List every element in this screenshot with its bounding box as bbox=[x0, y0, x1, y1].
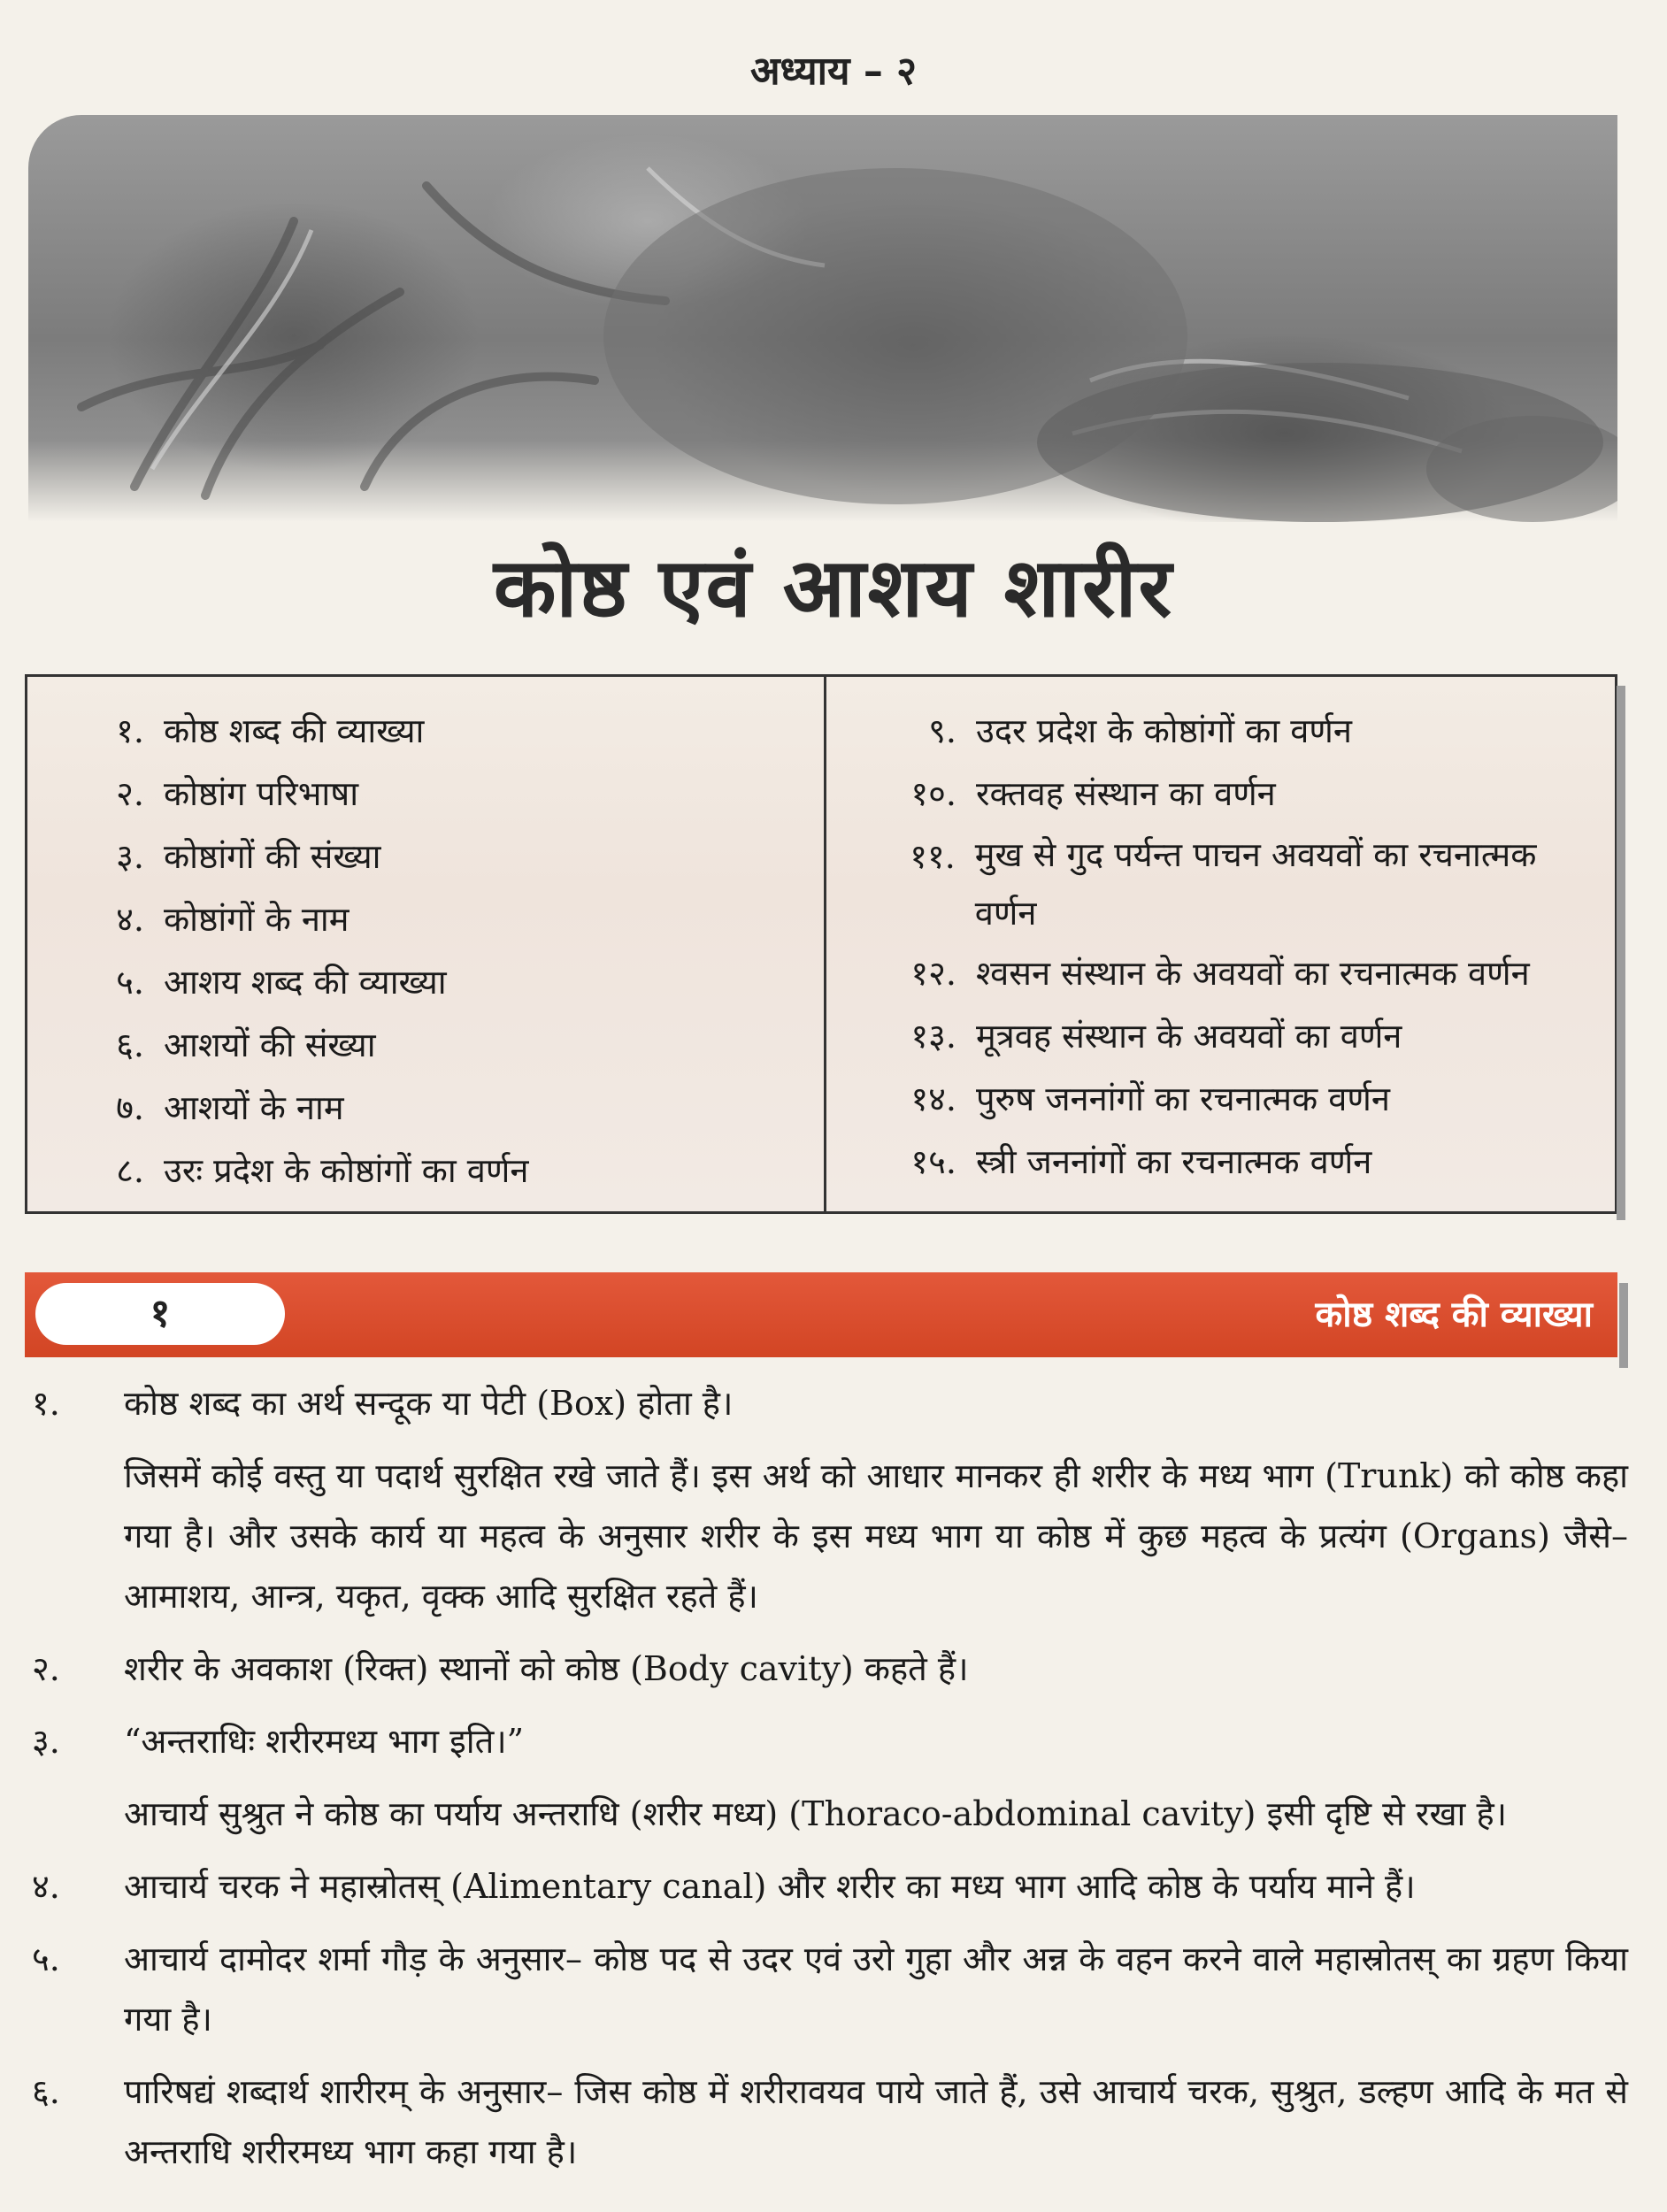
list-item-number: ४. bbox=[32, 1867, 60, 1906]
toc-item: १३. मूत्रवह संस्थान के अवयवों का वर्णन bbox=[910, 1017, 1402, 1056]
toc-item: ७. आशयों के नाम bbox=[116, 1088, 344, 1127]
banner-organs-illustration bbox=[28, 115, 1617, 522]
paragraph: पारिषद्यं शब्दार्थ शारीरम् के अनुसार– जिस कोष्ठ में शरीरावयव पाये जाते हैं, उसे आचार्य चरक, सुश्रुत, डल्हण आदि के मत से अन्तराधि शरीरमध्य भाग कहा गया है। bbox=[124, 2072, 1628, 2171]
paragraph: आचार्य सुश्रुत ने कोष्ठ का पर्याय अन्तराधि (शरीर मध्य) (Thoraco-abdominal cavity) इसी दृष्टि से रखा है। bbox=[124, 1794, 1508, 1833]
body-text bbox=[27, 1373, 1628, 2194]
list-item-text bbox=[124, 1639, 1628, 1711]
list-item bbox=[27, 2062, 1628, 2194]
chapter-banner-image bbox=[28, 115, 1617, 522]
list-item bbox=[27, 1929, 1628, 2062]
toc-item: ३. कोष्ठांगों की संख्या bbox=[116, 837, 381, 876]
list-item-text bbox=[124, 1373, 1628, 1639]
toc-item: १०. रक्तवह संस्थान का वर्णन bbox=[910, 774, 1276, 813]
section-title: कोष्ठ शब्द की व्याख्या bbox=[1315, 1294, 1593, 1335]
list-item bbox=[27, 1856, 1628, 1929]
toc-left-column bbox=[81, 700, 806, 1202]
list-item-text bbox=[124, 1856, 1628, 1929]
list-item-number: ५. bbox=[32, 1939, 60, 1978]
toc-item: १२. श्वसन संस्थान के अवयवों का रचनात्मक वर्णन bbox=[910, 954, 1530, 993]
toc-item: १. कोष्ठ शब्द की व्याख्या bbox=[116, 711, 425, 750]
section-heading-bar bbox=[25, 1272, 1617, 1357]
paragraph: कोष्ठ शब्द का अर्थ सन्दूक या पेटी (Box) होता है। bbox=[124, 1384, 734, 1423]
list-item bbox=[27, 1639, 1628, 1711]
toc-item: २. कोष्ठांग परिभाषा bbox=[116, 774, 359, 813]
chapter-title: कोष्ठ एवं आशय शारीर bbox=[493, 541, 1174, 635]
list-item-number: ३. bbox=[32, 1722, 60, 1761]
list-item-text bbox=[124, 1711, 1628, 1856]
toc-item: ६. आशयों की संख्या bbox=[116, 1025, 376, 1064]
list-item-text bbox=[124, 1929, 1628, 2062]
toc-item: १४. पुरुष जननांगों का रचनात्मक वर्णन bbox=[910, 1079, 1390, 1118]
list-item-text bbox=[124, 2062, 1628, 2194]
chapter-label: अध्याय – २ bbox=[749, 49, 918, 94]
toc-item: ५. आशय शब्द की व्याख्या bbox=[116, 963, 447, 1002]
table-of-contents bbox=[25, 674, 1617, 1214]
section-number-badge: १ bbox=[35, 1283, 285, 1345]
toc-item: ४. कोष्ठांगों के नाम bbox=[116, 900, 350, 939]
paragraph: आचार्य चरक ने महास्रोतस् (Alimentary canal) और शरीर का मध्य भाग आदि कोष्ठ के पर्याय माने हैं। bbox=[124, 1867, 1416, 1906]
list-item-number: २. bbox=[32, 1649, 60, 1688]
toc-divider bbox=[824, 677, 826, 1211]
list-item bbox=[27, 1711, 1628, 1856]
toc-right-column bbox=[850, 700, 1602, 1194]
toc-item: ९. उदर प्रदेश के कोष्ठांगों का वर्णन bbox=[928, 711, 1352, 750]
list-item-number: ६. bbox=[32, 2072, 60, 2111]
toc-item: १५. स्त्री जननांगों का रचनात्मक वर्णन bbox=[910, 1142, 1372, 1181]
toc-item: ११. मुख से गुद पर्यन्त पाचन अवयवों का रचनात्मक वर्णन bbox=[910, 835, 1537, 933]
paragraph: आचार्य दामोदर शर्मा गौड़ के अनुसार– कोष्ठ पद से उदर एवं उरो गुहा और अन्न के वहन करने वाले महास्रोतस् का ग्रहण किया गया है। bbox=[124, 1939, 1628, 2039]
toc-item: ८. उरः प्रदेश के कोष्ठांगों का वर्णन bbox=[116, 1151, 529, 1190]
list-item bbox=[27, 1373, 1628, 1639]
list-item-number: १. bbox=[32, 1384, 60, 1423]
paragraph: “अन्तराधिः शरीरमध्य भाग इति।” bbox=[124, 1722, 525, 1761]
paragraph: शरीर के अवकाश (रिक्त) स्थानों को कोष्ठ (Body cavity) कहते हैं। bbox=[124, 1649, 969, 1688]
paragraph: जिसमें कोई वस्तु या पदार्थ सुरक्षित रखे जाते हैं। इस अर्थ को आधार मानकर ही शरीर के मध्य भाग (Trunk) को कोष्ठ कहा गया है। और उसके कार्य या महत्व के अनुसार शरीर के इस मध्य भाग या कोष्ठ में कुछ महत्व के प्रत्यंग (Organs) जैसे– आमाशय, आन्त्र, यकृत, वृक्क आदि सुरक्षित रहते हैं। bbox=[124, 1456, 1628, 1616]
